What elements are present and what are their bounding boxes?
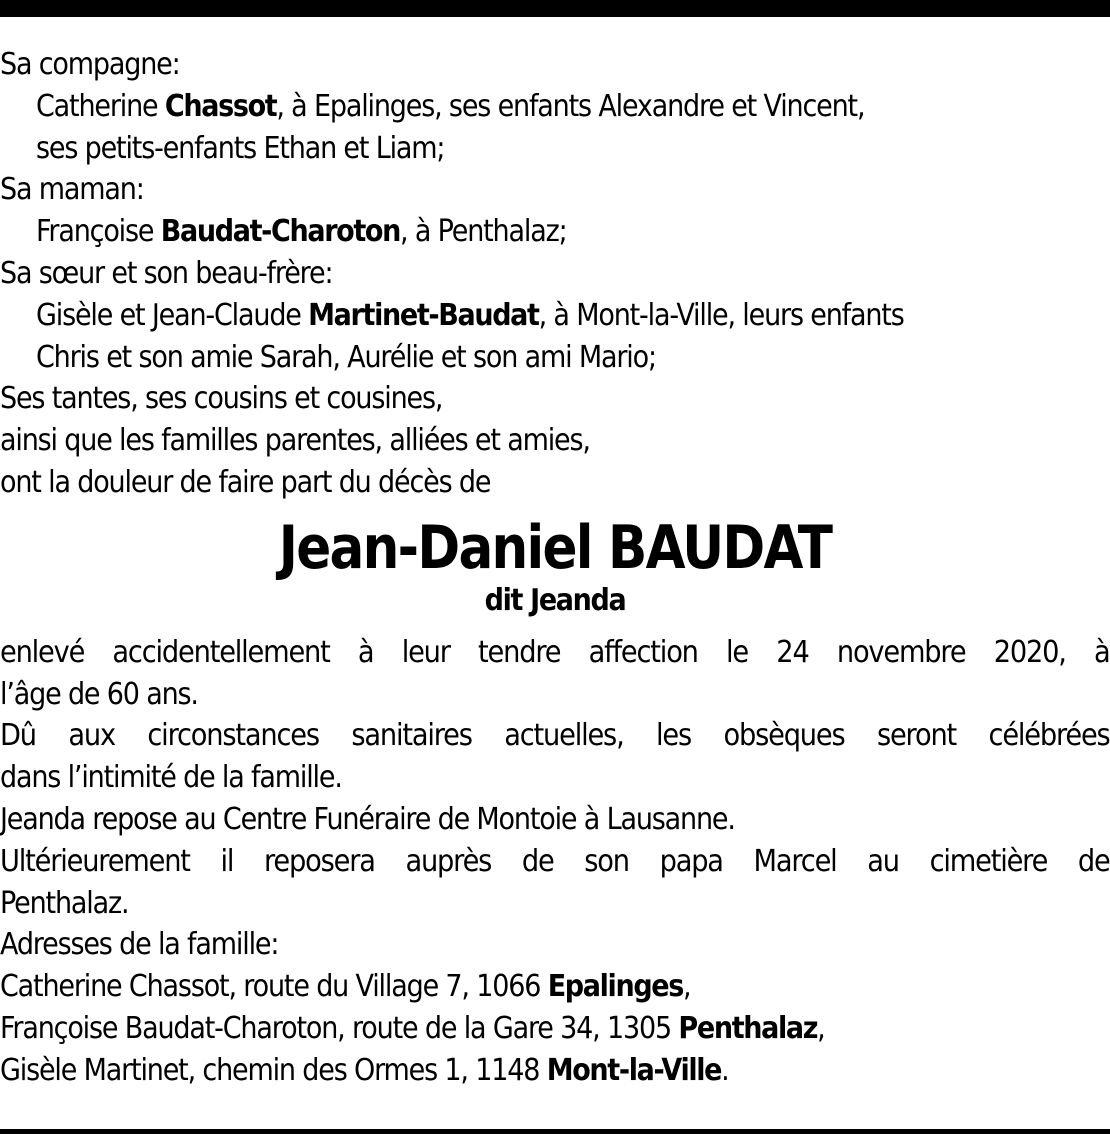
mother-heading <box>0 169 999 211</box>
sister-surname: Martinet-Baudat <box>308 297 539 333</box>
sister-line-1 <box>0 295 999 337</box>
address-2 <box>0 1008 999 1050</box>
body-p1-line-2: l’âge de 60 ans. <box>0 676 198 712</box>
body-p3: Jeanda repose au Centre Funéraire de Montoie à Lausanne. <box>0 801 735 837</box>
addresses-heading <box>0 924 999 966</box>
address-2-city: Penthalaz <box>678 1010 818 1046</box>
partner-line-1 <box>0 86 999 128</box>
others-line-2 <box>0 420 999 462</box>
address-1-street: Catherine Chassot, route du Village 7, 1066 <box>0 969 548 1005</box>
deceased-name: Jean-Daniel BAUDAT <box>278 512 832 583</box>
bottom-rule <box>0 1129 1110 1134</box>
announcement-line <box>0 462 999 504</box>
partner-details: , à Epalinges, ses enfants Alexandre et Vincent, <box>276 88 865 124</box>
address-1-punct: , <box>683 969 691 1005</box>
body-p4-line-1: Ultérieurement il reposera auprès de son papa Marcel au cimetière de <box>0 843 1110 879</box>
sister-line-2 <box>0 337 999 379</box>
body-p4-line-2: Penthalaz. <box>0 885 129 921</box>
obituary-notice <box>0 44 1110 1092</box>
sister-heading-text: Sa sœur et son beau-frère: <box>0 255 333 291</box>
address-1-city: Epalinges <box>547 969 684 1005</box>
sister-first-names: Gisèle et Jean-Claude <box>36 297 309 333</box>
partner-heading <box>0 44 999 86</box>
spacer <box>0 620 1110 632</box>
partner-grandchildren: ses petits-enfants Ethan et Liam; <box>36 130 445 166</box>
body-p2-line-2: dans l’intimité de la famille. <box>0 760 342 796</box>
partner-surname: Chassot <box>164 88 277 124</box>
address-3 <box>0 1050 999 1092</box>
top-rule <box>0 0 1110 17</box>
mother-line <box>0 211 999 253</box>
addresses-heading-text: Adresses de la famille: <box>0 927 279 963</box>
others-text-2: ainsi que les familles parentes, alliées et amies, <box>0 423 590 459</box>
sister-heading <box>0 253 999 295</box>
partner-first-name: Catherine <box>36 88 165 124</box>
mother-first-name: Françoise <box>36 214 161 250</box>
others-line-1 <box>0 378 999 420</box>
address-2-punct: , <box>817 1010 825 1046</box>
partner-heading-text: Sa compagne: <box>0 47 180 82</box>
mother-details: , à Penthalaz; <box>399 214 567 250</box>
sister-children: Chris et son amie Sarah, Aurélie et son ami Mario; <box>36 339 656 375</box>
body-p2-line-1: Dû aux circonstances sanitaires actuelles, les obsèques seront célébrées <box>0 718 1110 754</box>
sister-details: , à Mont-la-Ville, leurs enfants <box>538 297 904 333</box>
announcement-text: ont la douleur de faire part du décès de <box>0 464 491 500</box>
mother-heading-text: Sa maman: <box>0 172 144 208</box>
partner-line-2 <box>0 128 999 170</box>
address-1 <box>0 966 999 1008</box>
address-3-street: Gisèle Martinet, chemin des Ormes 1, 1148 <box>0 1052 547 1088</box>
deceased-nickname: dit Jeanda <box>484 582 626 618</box>
body-p1-line-1: enlevé accidentellement à leur tendre affection le 24 novembre 2020, à <box>0 634 1110 670</box>
body-text <box>0 632 1110 925</box>
address-2-street: Françoise Baudat-Charoton, route de la Gare 34, 1305 <box>0 1010 679 1046</box>
others-text-1: Ses tantes, ses cousins et cousines, <box>0 381 443 417</box>
mother-surname: Baudat-Charoton <box>160 214 400 250</box>
address-3-city: Mont-la-Ville <box>546 1052 722 1088</box>
address-3-punct: . <box>721 1052 729 1088</box>
